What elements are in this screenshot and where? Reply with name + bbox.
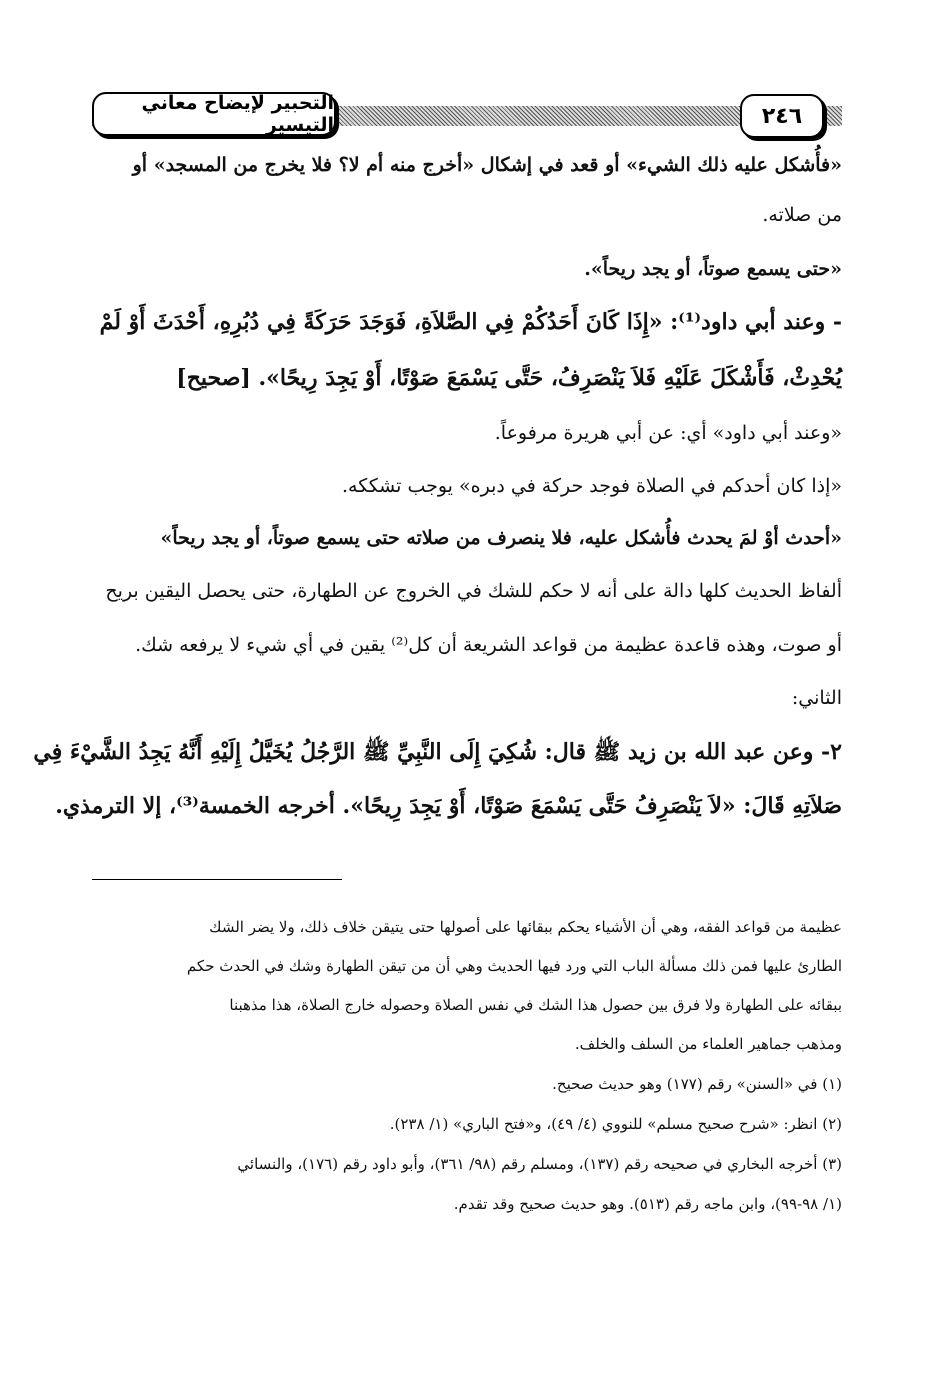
- text-line: «فأُشكل عليه ذلك الشيء» أو قعد في إشكال «أخرج منه أم لا؟ فلا يخرج من المسجد» أو: [132, 154, 842, 176]
- footnote-1: (١) في «السنن» رقم (١٧٧) وهو حديث صحيح.: [552, 1075, 842, 1093]
- footnote-2: (٢) انظر: «شرح صحيح مسلم» للنووي (٤/ ٤٩)، و«فتح الباري» (١/ ٢٣٨).: [389, 1115, 842, 1133]
- book-title: التحبير لإيضاح معاني التيسير: [92, 92, 336, 136]
- footnote-line: الطارئ عليها فمن ذلك مسألة الباب التي ورد فيها الحديث وهي أن من تيقن الطهارة وشك في الحدث حكم: [186, 957, 842, 975]
- page-number: ٢٤٦: [740, 94, 824, 138]
- text-line: ألفاظ الحديث كلها دالة على أنه لا حكم للشك في الخروج عن الطهارة، حتى يحصل اليقين بريح: [105, 580, 842, 602]
- text-line: «إذا كان أحدكم في الصلاة فوجد حركة في دبره» يوجب تشككه.: [341, 475, 842, 497]
- text-line: من صلاته.: [762, 204, 842, 226]
- footnote-line: عظيمة من قواعد الفقه، وهي أن الأشياء يحكم ببقائها على أصولها حتى يتيقن خلاف ذلك، ولا يضر الشك: [209, 918, 842, 936]
- text-line: «حتى يسمع صوتاً، أو يجد ريحاً».: [584, 258, 842, 280]
- hadith-line: صَلاَتِهِ قَالَ: «لاَ يَنْصَرِفُ حَتَّى يَسْمَعَ صَوْتًا، أَوْ يَجِدَ رِيحًا». أخرجه الخمسة⁽³⁾، إلا الترمذي.: [55, 793, 842, 819]
- page-header: [92, 92, 842, 140]
- text-line: أو صوت، وهذه قاعدة عظيمة من قواعد الشريعة أن كل⁽²⁾ يقين في أي شيء لا يرفعه شك.: [135, 634, 842, 656]
- footnote-line: ومذهب جماهير العلماء من السلف والخلف.: [574, 1035, 842, 1053]
- footnote-line: ببقائه على الطهارة ولا فرق بين حصول هذا الشك في نفس الصلاة وحصوله خارج الصلاة، هذا مذهبنا: [229, 996, 842, 1014]
- footnote-separator: [92, 879, 342, 880]
- text-line: «أحدث أوْ لمَ يحدث فأُشكل عليه، فلا ينصرف من صلاته حتى يسمع صوتاً، أو يجد ريحاً»: [160, 527, 842, 549]
- footnote-3: (٣) أخرجه البخاري في صحيحه رقم (١٣٧)، ومسلم رقم (٩٨/ ٣٦١)، وأبو داود رقم (١٧٦)، والنسائي: [237, 1155, 842, 1173]
- hadith-line: - وعند أبي داود⁽¹⁾: «إِذَا كَانَ أَحَدُكُمْ فِي الصَّلاَةِ، فَوَجَدَ حَرَكَةً فِي دُبُرِهِ، أَحْدَثَ أَوْ لَمْ: [99, 309, 842, 335]
- hadith-line: ٢- وعن عبد الله بن زيد ﷺ قال: شُكِيَ إِلَى النَّبِيِّ ﷺ الرَّجُلُ يُخَيَّلُ إِلَيْهِ أَنَّهُ يَجِدُ الشَّيْءَ فِي: [33, 739, 842, 765]
- section-heading: الثاني:: [791, 687, 842, 709]
- text-line: «وعند أبي داود» أي: عن أبي هريرة مرفوعاً.: [494, 422, 842, 444]
- footnote-line: (١/ ٩٨-٩٩)، وابن ماجه رقم (٥١٣). وهو حديث صحيح وقد تقدم.: [453, 1195, 842, 1213]
- hadith-line: يُحْدِثْ، فَأَشْكَلَ عَلَيْهِ فَلاَ يَنْصَرِفُ، حَتَّى يَسْمَعَ صَوْتًا، أَوْ يَجِدَ رِيحًا». [صحيح]: [176, 365, 842, 391]
